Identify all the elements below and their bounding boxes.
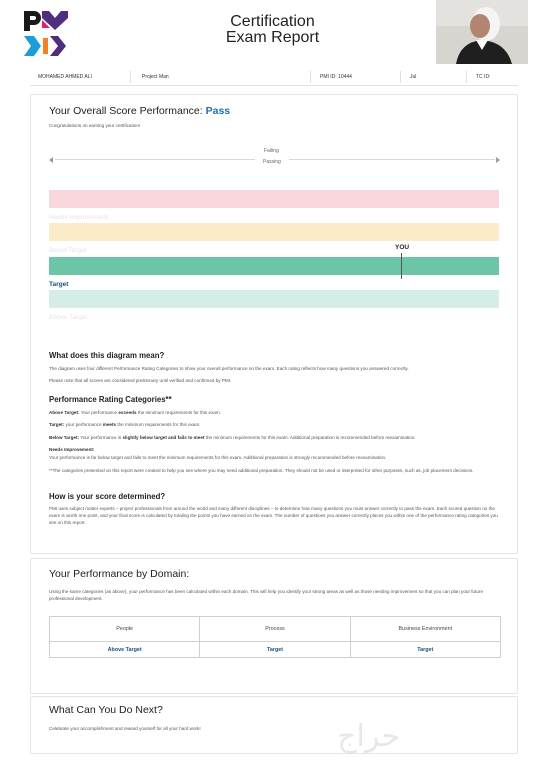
- title-line-2: Exam Report: [225, 29, 320, 46]
- domain-result-business-environment: Target: [350, 642, 500, 658]
- category-below-target: [49, 434, 501, 441]
- category-above-label: Above Target:: [49, 410, 80, 415]
- category-below-text: Your performance is: [79, 435, 123, 440]
- overall-score-card: [30, 94, 518, 554]
- category-needs-improvement: [49, 446, 501, 453]
- category-above-target: [49, 409, 501, 416]
- divider: [130, 71, 131, 83]
- scale-line-right: [289, 159, 495, 160]
- overall-result: Pass: [205, 105, 231, 117]
- domain-column-business-environment: Business Environment: [350, 617, 500, 642]
- domain-result-people: Above Target: [50, 642, 200, 658]
- category-below-text-end: the minimum requirements for this exam. Additional preparation is recommended before reexamination.: [204, 435, 416, 440]
- score-determined-text: PMI uses subject matter experts – project professionals from around the world and many different disciplines – to determine how many questions you must answer correctly to pass the exam. Each scored question on the exam is worth one point, and your final score is calculated by totaling the points you have earned on the exam. The number of questions you answer correctly places you within one of the performance rating categories you see on this report.: [49, 506, 498, 525]
- next-steps-heading: What Can You Do Next?: [49, 704, 163, 716]
- candidate-name: MOHAMED AHMED ALI: [38, 74, 92, 80]
- category-target-emphasis: meets: [102, 422, 117, 427]
- congrats-text: Congratulations on earning your certification!: [49, 123, 141, 128]
- domain-table-header-row: [50, 617, 501, 642]
- category-target-text: your performance: [64, 422, 103, 427]
- overall-score-heading: [49, 105, 230, 117]
- divider: [466, 71, 467, 83]
- domain-performance-card: [30, 558, 518, 694]
- exam-program: Project Man: [142, 74, 169, 80]
- diagram-meaning-heading: What does this diagram mean?: [49, 351, 165, 360]
- categories-footnote: **The categories presented on this report were created to help you see where you may need additional preparation. They should not be used or interpreted for other purposes, such as, job placement decisions.: [49, 468, 474, 473]
- divider: [310, 71, 311, 83]
- scale-left-arrow-icon: [49, 157, 53, 163]
- category-below-emphasis: slightly below target and fails to meet: [122, 435, 205, 440]
- domain-text: Using the same categories (as above), your performance has been calculated within each domain. This will help you identify your strong areas as well as those needing improvement so that you can plan your future professional development.: [49, 589, 484, 601]
- scale-right-arrow-icon: [496, 157, 500, 163]
- scale-line-left: [55, 159, 255, 160]
- next-steps-text: Celebrate your accomplishment and reward yourself for all your hard work!: [49, 726, 201, 731]
- categories-heading: Performance Rating Categories**: [49, 395, 172, 404]
- band-above-target: [49, 290, 499, 308]
- band-target: [49, 257, 499, 275]
- domain-table: [49, 616, 501, 658]
- report-title: [180, 14, 365, 46]
- band-below-target: [49, 223, 499, 241]
- domain-result-process: Target: [200, 642, 350, 658]
- band-needs-improvement: [49, 190, 499, 208]
- category-above-text-end: the minimum requirements for this exam.: [136, 410, 222, 415]
- overall-heading-text: Your Overall Score Performance:: [49, 105, 206, 117]
- scale-failing-label: Failing: [264, 148, 279, 154]
- domain-table-result-row: [50, 642, 501, 658]
- category-needs-text: Your performance is far below target and fails to meet the minimum requirements for this exam. Additional preparation is strongly recommended before reexamination.: [49, 455, 387, 460]
- you-marker-label: YOU: [395, 244, 410, 251]
- score-determined-heading: How is your score determined?: [49, 492, 166, 501]
- tc-id: TC ID:: [476, 74, 491, 80]
- pmi-id: PMI ID: 10444: [320, 74, 352, 80]
- domain-heading: Your Performance by Domain:: [49, 568, 190, 580]
- band-label-target: Target: [49, 281, 69, 288]
- candidate-info-bar: [30, 68, 518, 86]
- band-label-needs-improvement: Needs Improvement: [49, 214, 108, 221]
- domain-column-process: Process: [200, 617, 350, 642]
- pmi-logo: [22, 8, 72, 58]
- title-line-1: Certification: [230, 13, 315, 30]
- diagram-meaning-text: The diagram uses four different Performance Rating Categories to show your overall performance on the exam. Each rating reflects how many questions you answered correctly.: [49, 366, 409, 371]
- band-label-below-target: Below Target: [49, 247, 87, 254]
- report-header: [0, 0, 540, 68]
- haraj-watermark: [300, 714, 500, 754]
- divider: [400, 71, 401, 83]
- scale-passing-label: Passing: [263, 159, 281, 165]
- category-above-emphasis: exceeds: [118, 410, 137, 415]
- domain-column-people: People: [50, 617, 200, 642]
- category-target-text-end: the minimum requirements for this exam.: [116, 422, 201, 427]
- haraj-watermark-text: حراج: [337, 719, 400, 754]
- category-above-text: Your performance: [79, 410, 119, 415]
- category-below-label: Below Target:: [49, 435, 80, 440]
- category-target: [49, 421, 501, 428]
- exam-date: Jul: [410, 74, 417, 80]
- category-target-label: Target:: [49, 422, 65, 427]
- diagram-meaning-note: Please note that all scores are considered preliminary until verified and confirmed by PMI.: [49, 378, 232, 383]
- candidate-photo: [436, 0, 528, 64]
- band-label-above-target: Above Target: [49, 314, 88, 321]
- category-needs-label: Needs Improvement:: [49, 447, 95, 452]
- you-marker-tick: [401, 253, 402, 279]
